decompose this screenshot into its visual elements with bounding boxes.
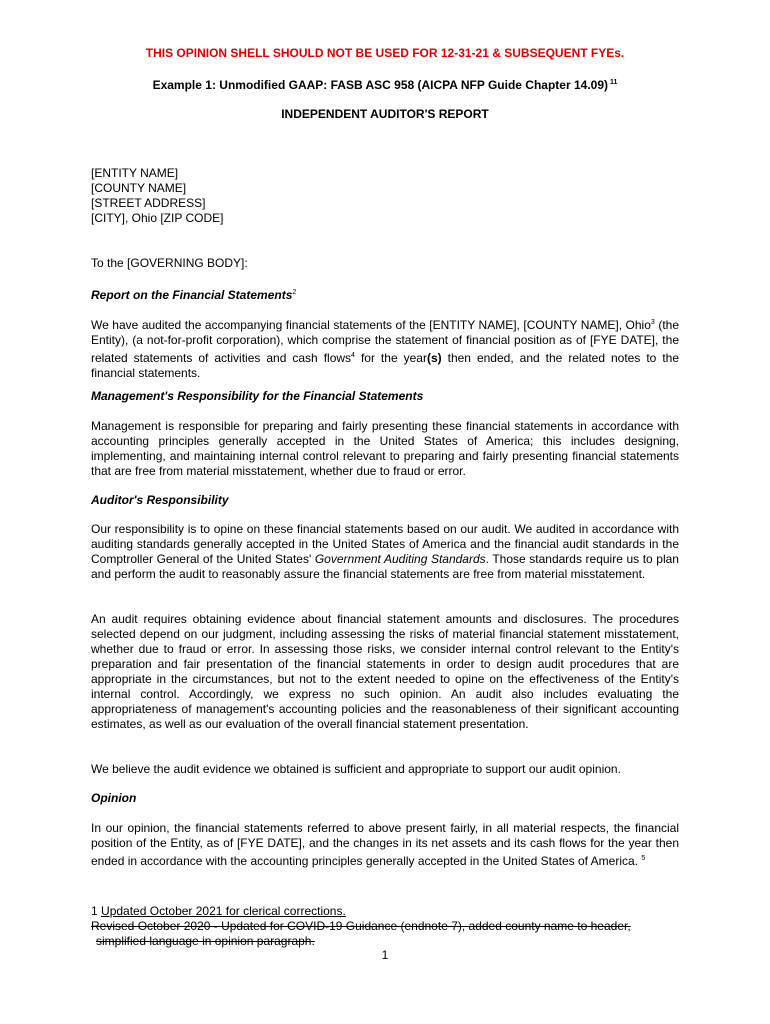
- warning-banner: THIS OPINION SHELL SHOULD NOT BE USED FOR 12-31-21 & SUBSEQUENT FYEs.: [145, 46, 625, 60]
- mgmt-heading: [91, 389, 679, 404]
- auditor-p2-text: An audit requires obtaining evidence about financial statement amounts and disclosures. The procedures selected depend on our judgment, including assessing the risks of material financial statement misstatement, whether due to fraud or error. In assessing those risks, we consider internal control relevant to the Entity's preparation and fair presentation of the financial statements in order to design audit procedures that are appropriate in the circumstances, but not to the extent needed to opine on the effectiveness of the Entity's internal control. Accordingly, we express no such opinion. An audit also includes evaluating the appropriateness of management's accounting policies and the reasonableness of their significant accounting estimates, as well as our evaluation of the overall financial statement presentation.: [91, 612, 679, 731]
- footnote-1-text: Updated October 2021 for clerical corrections.: [101, 904, 346, 918]
- mgmt-heading-text: Management's Responsibility for the Financial Statements: [91, 389, 424, 403]
- report-title: INDEPENDENT AUDITOR'S REPORT: [281, 107, 489, 121]
- report-heading-sup: 2: [292, 289, 297, 296]
- opinion-paragraph: [91, 821, 679, 869]
- footnote-2-line-2: simplified language in opinion paragraph.: [96, 934, 315, 948]
- address-entity-name: [ENTITY NAME]: [91, 166, 179, 180]
- auditor-heading: [91, 493, 679, 508]
- report-heading-text: Report on the Financial Statements: [91, 288, 293, 302]
- auditor-paragraph-1: [91, 522, 679, 582]
- opinion-heading: [91, 791, 679, 806]
- example-heading-text: Example 1: Unmodified GAAP: FASB ASC 958 (AICPA NFP Guide Chapter 14.09): [152, 78, 609, 92]
- mgmt-paragraph: [91, 419, 679, 479]
- auditor-heading-text: Auditor's Responsibility: [91, 493, 229, 507]
- auditor-p1-text-1: Our responsibility is to opine on these financial statements based on our audit. We audited in accordance with auditing standards generally accepted in the United States of America and the financial audit standards in the Comptroller General of the United States': [91, 522, 679, 566]
- report-heading: [91, 285, 679, 303]
- address-county-name: [COUNTY NAME]: [91, 181, 187, 195]
- report-paragraph-bold: (s): [426, 351, 442, 365]
- report-paragraph-text-4: then ended, and the related notes to the financial statements.: [91, 351, 680, 380]
- example-heading: [0, 78, 770, 92]
- auditor-paragraph-3: [91, 762, 679, 777]
- address-block: [91, 166, 679, 226]
- report-paragraph: [91, 315, 679, 381]
- report-paragraph-text-1: We have audited the accompanying financial statements of the [ENTITY NAME], [COUNTY NAME], Ohio: [91, 318, 651, 332]
- opinion-heading-text: Opinion: [91, 791, 137, 805]
- auditor-paragraph-2: [91, 612, 679, 732]
- mgmt-paragraph-text: Management is responsible for preparing and fairly presenting these financial statements in accordance with accounting principles generally accepted in the United States of America; this includes designing, implementing, and maintaining internal control relevant to preparing and fairly presenting financial statements that are free from material misstatement, whether due to fraud or error.: [91, 419, 679, 478]
- example-heading-sup: 11: [610, 79, 618, 86]
- opinion-text: In our opinion, the financial statements referred to above present fairly, in all material respects, the financial position of the Entity, as of [FYE DATE], and the changes in its net assets and its cash flows for the year then ended in accordance with the accounting principles generally accepted in the United States of America.: [91, 821, 679, 868]
- page-number: 1: [381, 948, 389, 962]
- opinion-sup: 5: [641, 855, 646, 862]
- footnote-1-number: 1: [91, 904, 98, 918]
- report-paragraph-text-3: for the year: [354, 351, 427, 365]
- salutation: To the [GOVERNING BODY]:: [91, 256, 248, 270]
- footnote-1: [91, 904, 346, 918]
- address-city: [CITY], Ohio [ZIP CODE]: [91, 211, 224, 225]
- report-paragraph-text-2: (the Entity), (a not-for-profit corporation), which comprise the statement of financial position as of [FYE DATE], the related statements of activities and cash flows: [91, 318, 680, 365]
- auditor-p1-text-2: . Those standards require us to plan and perform the audit to reasonably assure the financial statements are free from material misstatement.: [91, 552, 679, 581]
- footnote-2-line-1: Revised October 2020 - Updated for COVID-19 Guidance (endnote 7), added county name to header,: [91, 919, 631, 933]
- address-street: [STREET ADDRESS]: [91, 196, 206, 210]
- auditor-p3-text: We believe the audit evidence we obtained is sufficient and appropriate to support our audit opinion.: [91, 762, 621, 776]
- auditor-p1-italic: Government Auditing Standards: [314, 552, 486, 566]
- report-paragraph-sup-1: 3: [650, 319, 655, 326]
- report-paragraph-sup-2: 4: [351, 352, 355, 359]
